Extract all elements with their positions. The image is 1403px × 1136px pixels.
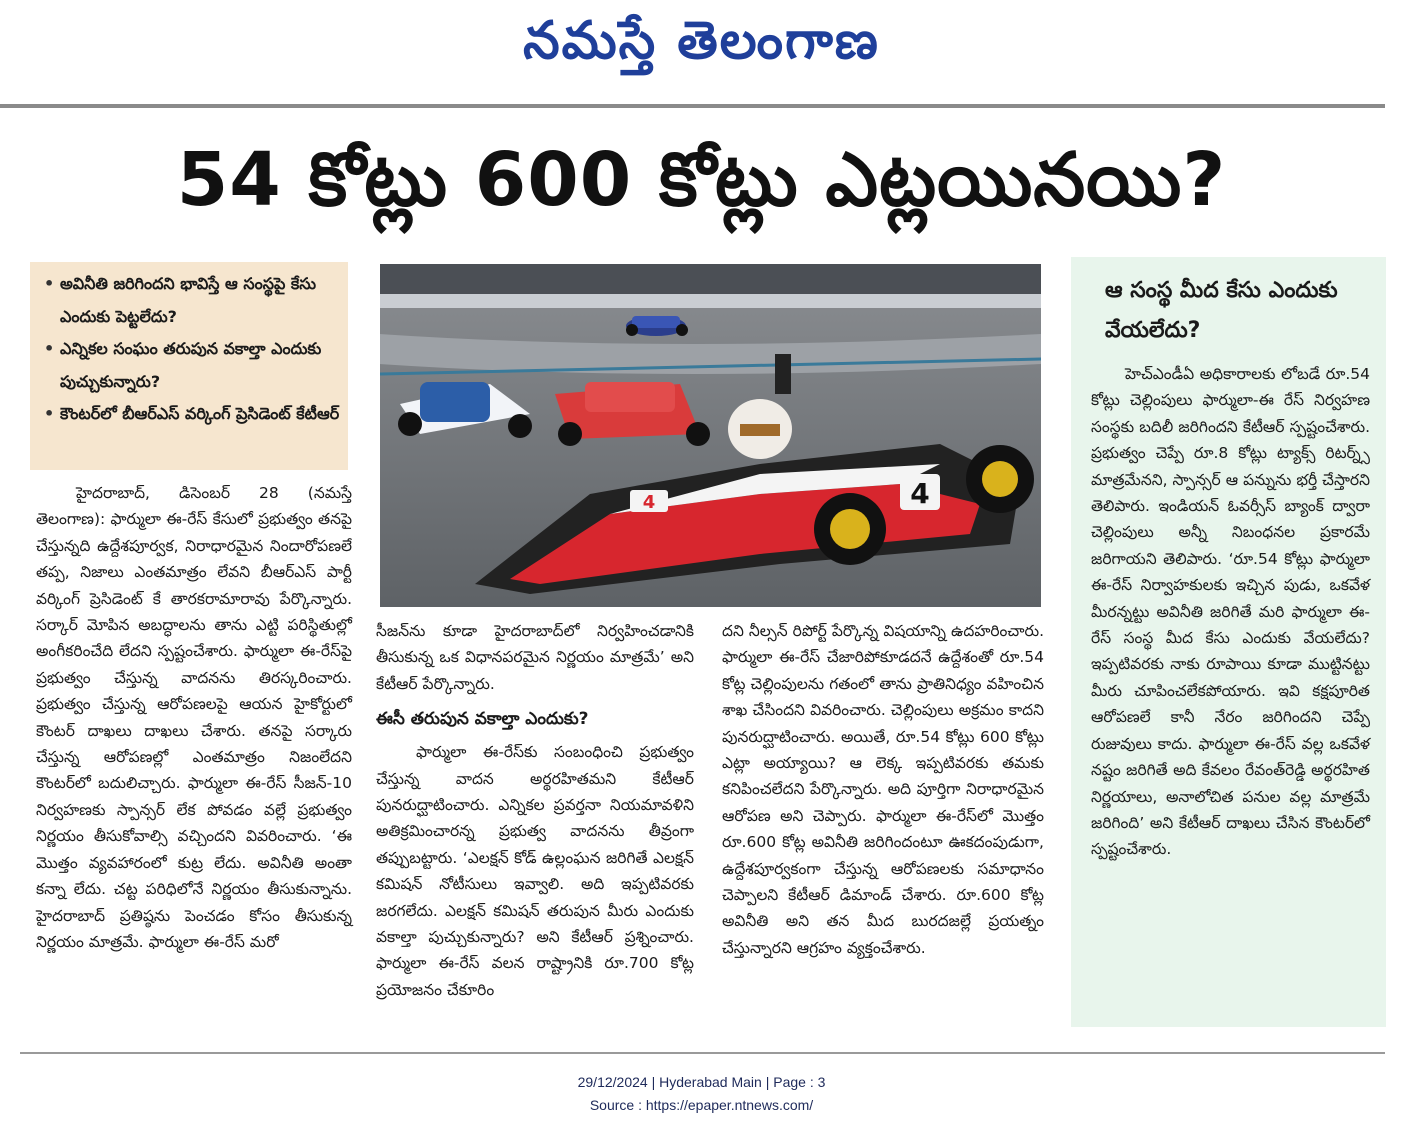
article-paragraph: ఫార్ములా ఈ-రేస్‌కు సంబంధించి ప్రభుత్వం చేస్తున్న వాదన అర్థరహితమని కేటీఆర్ పునరుద్ఘాటించారు. ఎన్నికల ప్రవర్తనా నియమావళిని అతిక్రమించారన్న ప్రభుత్వ వాదనను తీవ్రంగా తప్పుబట్టారు. ‘ఎలక్షన్ కోడ్ ఉల్లంఘన జరిగితే ఎలక్షన్ కమిషన్ నోటీసులు ఇవ్వాలి. అది ఇప్పటివరకు జరగలేదు. ఎలక్షన్ కమిషన్ తరుపున మీరు ఎందుకు వకాల్తా పుచ్చుకున్నారు? అని కేటీఆర్ ప్రశ్నించారు. ఫార్ములా ఈ-రేస్ వలన రాష్ట్రానికి రూ.700 కోట్ల ప్రయోజనం చేకూరిం [376,743,694,999]
newspaper-masthead: నమస్తే తెలంగాణ [523,10,880,71]
article-column-2 [376,618,694,1003]
article-paragraph: హైదరాబాద్, డిసెంబర్ 28 (నమస్తే తెలంగాణ): ఫార్ములా ఈ-రేస్ కేసులో ప్రభుత్వం తనపై చేస్తున్నది ఉద్దేశపూర్వక, నిరాధారమైన నిందారోపణలే తప్ప, నిజాలు ఎంతమాత్రం లేవని బీఆర్‌ఎస్ పార్టీ వర్కింగ్ ప్రెసిడెంట్ కే తారకరామారావు పేర్కొన్నారు. సర్కార్ మోపిన అబద్ధాలను తాను ఎట్టి పరిస్థితుల్లో అంగీకరించేది లేదని స్పష్టంచేశారు. ఫార్ములా ఈ-రేస్‌పై ప్రభుత్వం చేస్తున్న వాదనను తిరస్కరించారు. ప్రభుత్వం చేస్తున్న ఆరోపణలపై ఆయన హైకోర్టులో కౌంటర్ దాఖలు దాఖలు చేశారు. తనపై సర్కారు చేస్తున్న ఆరోపణల్లో ఎంతమాత్రం నిజంలేదని కౌంటర్‌లో బదులిచ్చారు. ఫార్ములా ఈ-రేస్ సీజన్-10 నిర్వహణకు స్పాన్సర్ లేక పోవడం వల్లే ప్రభుత్వం నిర్ణయం తీసుకోవాల్సి వచ్చిందని వివరించారు. ‘ఈ మొత్తం వ్యవహారంలో కుట్ర లేదు. అవినీతి అంతా కన్నా లేదు. చట్ట పరిధిలోనే నిర్ణయం తీసుకున్నాను. హైదరాబాద్ ప్రతిష్ఠను పెంచడం కోసం తీసుకున్న నిర్ణయం మాత్రమే. ఫార్ములా ఈ-రేస్ మరో [36,484,352,951]
car-nose-number: 4 [642,492,656,513]
sidebar-body: హెచ్‌ఎండీఏ అధికారాలకు లోబడే రూ.54 కోట్లు చెల్లింపులు ఫార్ములా-ఈ రేస్ నిర్వహణ సంస్థకు బదిలీ జరిగిందని కేటీఆర్ స్పష్టంచేశారు. ప్రభుత్వం చెప్పే రూ.8 కోట్లు ట్యాక్స్ రిటర్న్స్ మాత్రమేనని, స్పాన్సర్ ఆ పన్నును భర్తీ చేస్తారని తెలిపారు. ఇండియన్ ఓవర్సీస్ బ్యాంక్ ద్వారా చెల్లింపులు అన్నీ నిబంధనల ప్రకారమే జరిగాయని తెలిపారు. ‘రూ.54 కోట్లు ఫార్ములా ఈ-రేస్ నిర్వాహకులకు ఇచ్చిన పుడు, ఒకవేళ మీరన్నట్టు అవినీతి జరిగితే మరి ఫార్ములా ఈ-రేస్ సంస్థ మీద కేసు ఎందుకు వేయలేదు? ఇప్పటివరకు నాకు రూపాయి కూడా ముట్టినట్టు మీరు చూపించలేకపోయారు. ఇవి కక్షపూరిత ఆరోపణలే కానీ నేరం జరిగిందని చెప్పే రుజువులు కాదు. ఫార్ములా ఈ-రేస్ వల్ల ఒకవేళ నష్టం జరిగితే అది కేవలం రేవంత్‌రెడ్డి అర్థరహిత నిర్ణయాలు, అనాలోచిత పనుల వల్ల మాత్రమే జరిగింది’ అని కేటీఆర్ దాఖలు చేసిన కౌంటర్‌లో స్పష్టంచేశారు. [1091,365,1370,859]
article-column-1 [36,480,352,955]
sidebar-title: ఆ సంస్థ మీద కేసు ఎందుకు వేయలేదు? [1105,278,1338,343]
footer-date-edition: 29/12/2024 | Hyderabad Main | Page : 3 [577,1074,826,1090]
article-paragraph: సీజన్‌ను కూడా హైదరాబాద్‌లో నిర్వహించడానికి తీసుకున్న ఒక విధానపరమైన నిర్ణయం మాత్రమే’ అని కేటీఆర్ పేర్కొన్నారు. [376,622,694,693]
masthead-rule [0,104,1385,108]
sidebar-box [1071,257,1386,1027]
race-car-photo [380,264,1041,607]
footer-rule [20,1052,1385,1054]
article-headline: 54 కోట్లు 600 కోట్లు ఎట్లయినయి? [176,137,1227,223]
car-number: 4 [910,477,930,510]
article-column-3 [722,618,1044,961]
highlight-item: • అవినీతి జరిగిందని భావిస్తే ఆ సంస్థపై కేసు ఎందుకు పెట్టలేదు? [38,268,340,333]
highlights-box [30,262,348,470]
race-car-illustration [380,264,1041,607]
article-paragraph: దని నీల్సన్ రిపోర్ట్ పేర్కొన్న విషయాన్ని ఉదహరించారు. ఫార్ములా ఈ-రేస్ చేజారిపోకూడదనే ఉద్దేశంతో రూ.54 కోట్ల చెల్లింపులను గతంలో తాను ప్రాతినిధ్యం వహించిన శాఖ చేసిందని వివరించారు. చెల్లింపులు అక్రమం కాదని పునరుద్ఘాటించారు. అయితే, రూ.54 కోట్లు 600 కోట్లు ఎట్లా అయ్యాయి? ఆ లెక్క ఇప్పటివరకు తమకు కనిపించలేదని పేర్కొన్నారు. అది పూర్తిగా నిరాధారమైన ఆరోపణ అని చెప్పారు. ఫార్ములా ఈ-రేస్‌లో మొత్తం రూ.600 కోట్ల అవినీతి జరిగిందంటూ ఊకదంపుడుగా, ఉద్దేశపూర్వకంగా చేస్తున్న ఆరోపణలకు సమాధానం చెప్పాలని కేటీఆర్ డిమాండ్ చేశారు. రూ.600 కోట్ల అవినీతి అని తన మీద బురదజల్లే ప్రయత్నం చేస్తున్నారని ఆగ్రహం వ్యక్తంచేశారు. [722,622,1044,957]
highlight-item: • ఎన్నికల సంఘం తరుపున వకాల్తా ఎందుకు పుచ్చుకున్నారు? [38,333,340,398]
highlight-item: • కౌంటర్‌లో బీఆర్‌ఎస్ వర్కింగ్ ప్రెసిడెంట్ కేటీఆర్ [38,398,340,431]
article-subheading: ఈసీ తరుపున వకాల్తా ఎందుకు? [376,709,589,730]
footer-source[interactable]: Source : https://epaper.ntnews.com/ [589,1097,814,1113]
